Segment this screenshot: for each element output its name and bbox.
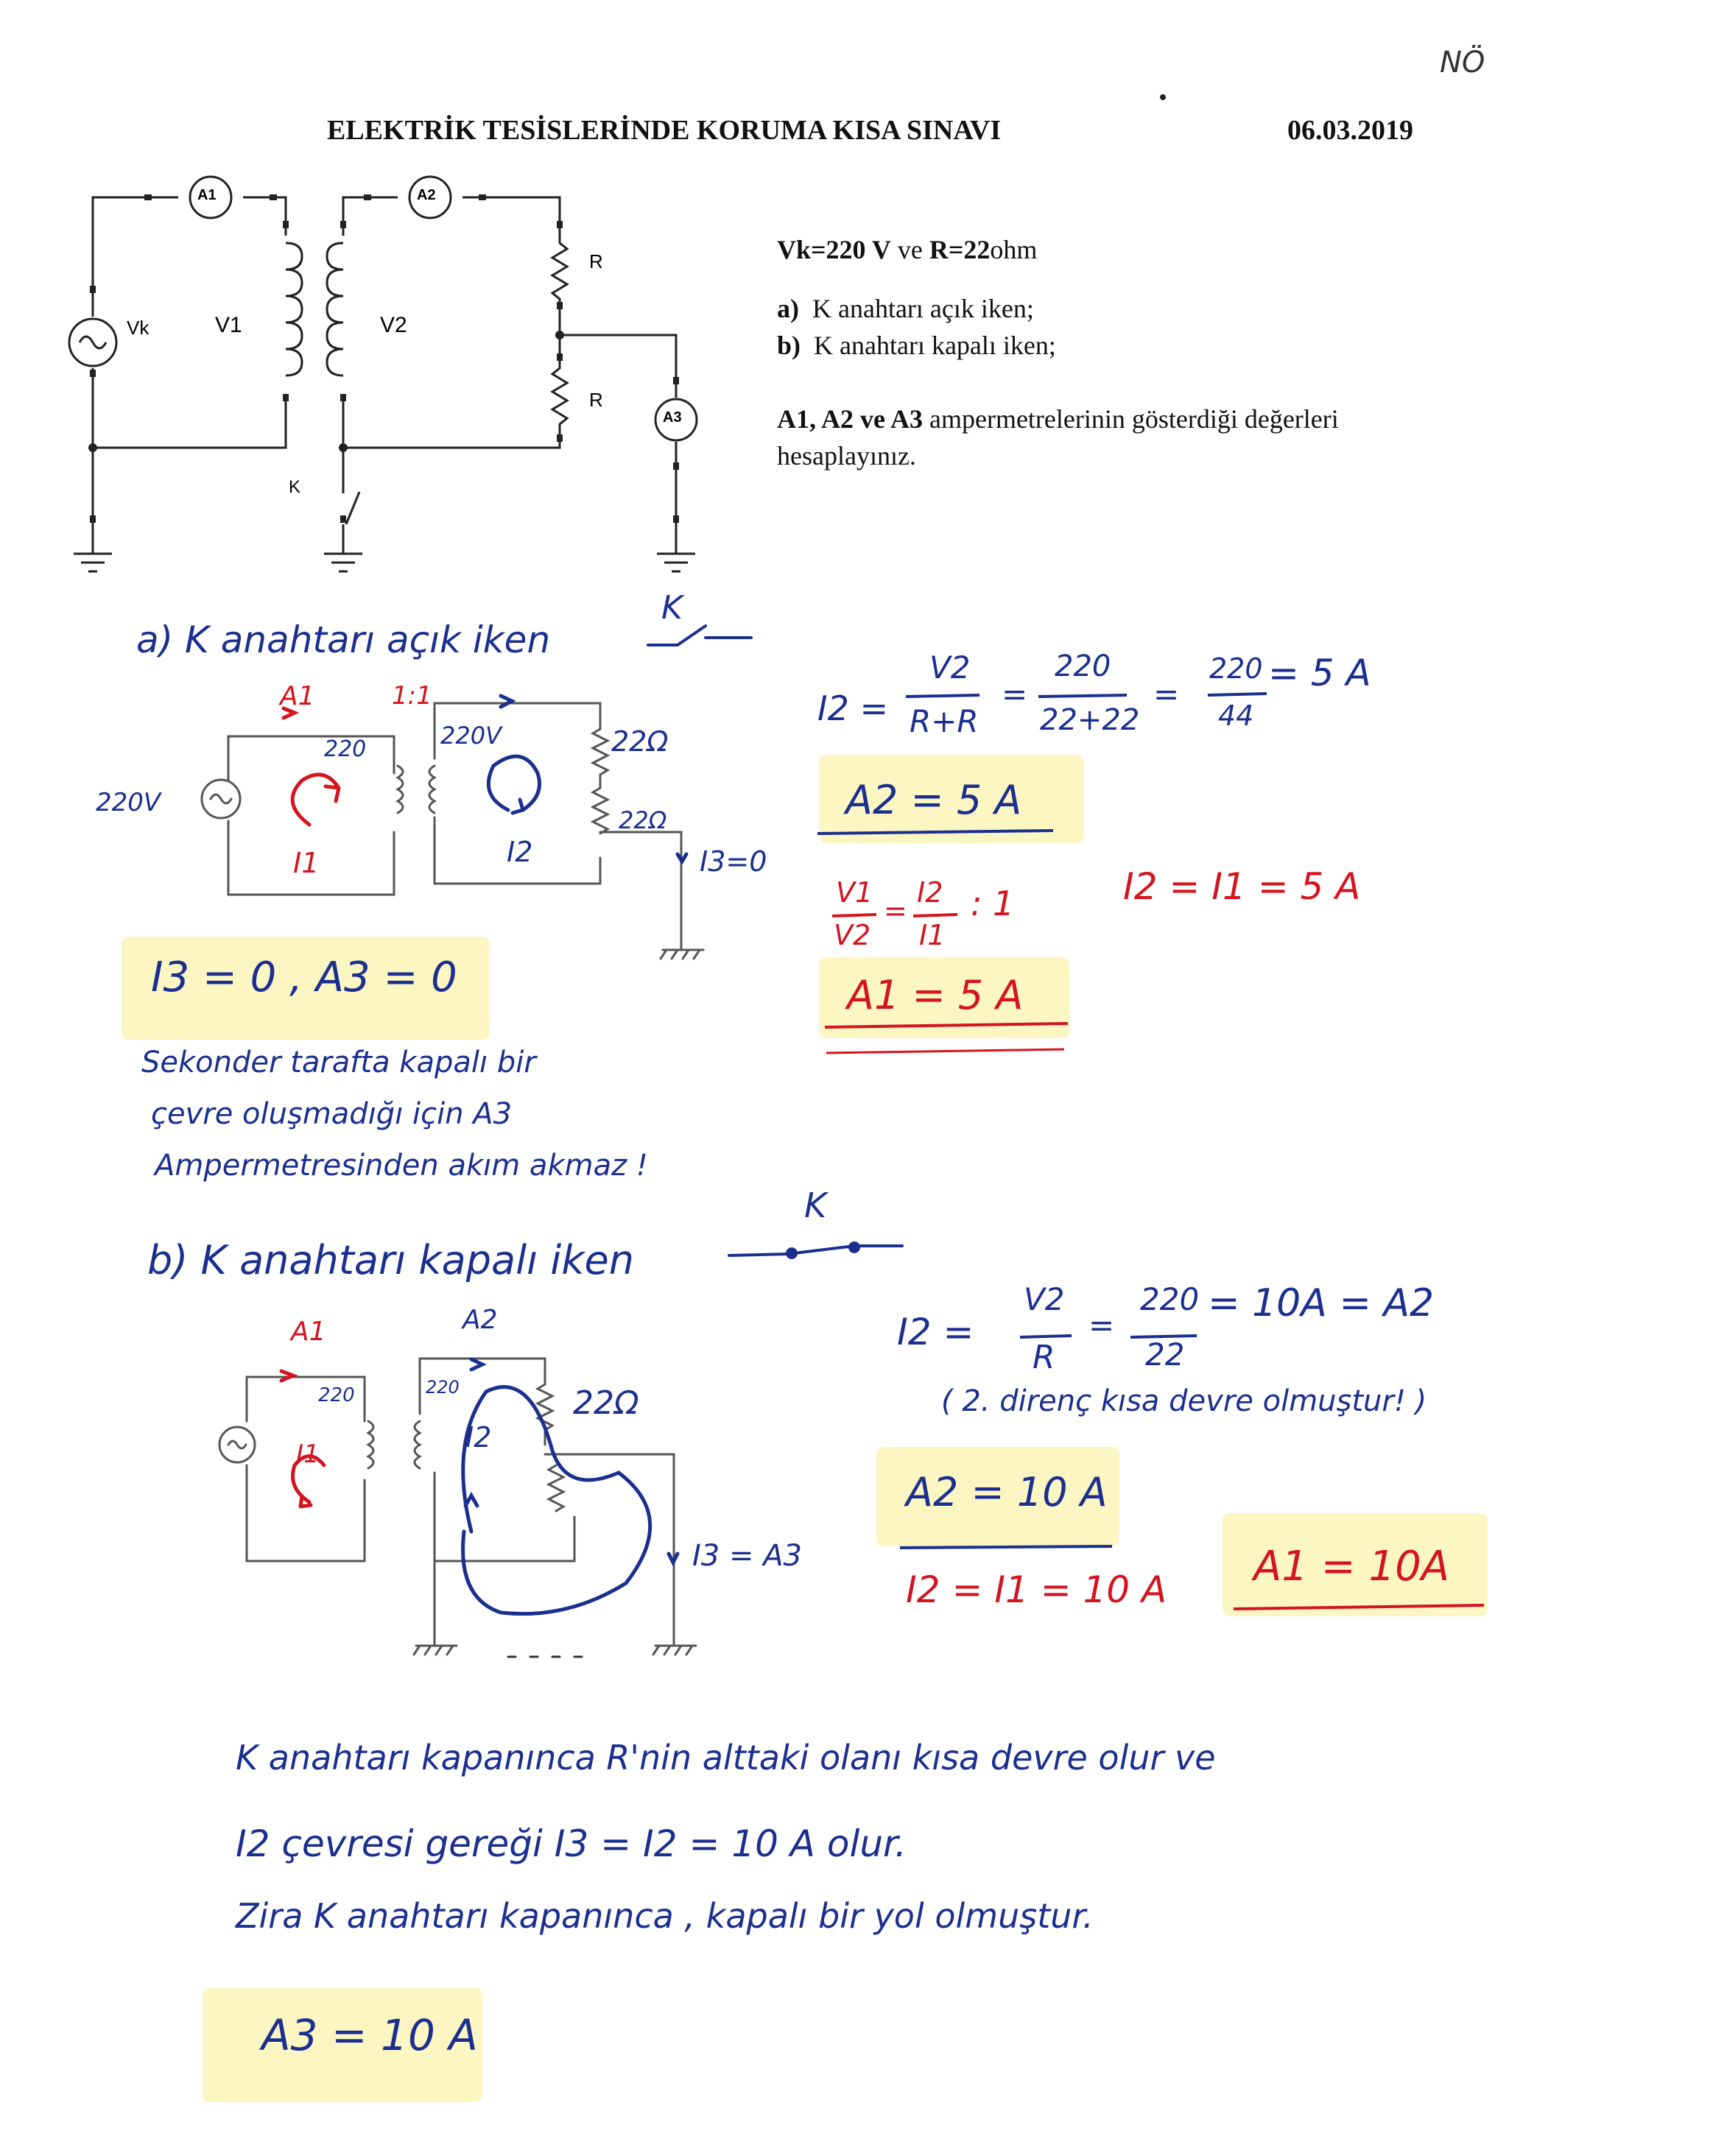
part-a-ratio-i2: I2 [917, 876, 943, 909]
part-a-note-1: Sekonder tarafta kapalı bir [141, 1046, 536, 1079]
part-b-r-top: 22Ω [573, 1384, 639, 1422]
part-b-eq-lhs: I2 = [897, 1311, 974, 1353]
part-a-a1: A1 [280, 681, 315, 711]
exam-date: 06.03.2019 [1287, 115, 1413, 146]
part-b-i3: I3 = A3 [692, 1539, 803, 1573]
part-b-i-equal: I2 = I1 = 10 A [906, 1568, 1167, 1611]
part-a-eq-eq1: = [1002, 676, 1028, 712]
part-b-eq-num2: 220 [1140, 1281, 1200, 1317]
part-b-short-circuit-note: ( 2. direnç kısa devre olmuştur! ) [941, 1384, 1427, 1418]
page-title: ELEKTRİK TESİSLERİNDE KORUMA KISA SINAVI [327, 115, 1002, 146]
part-b-explanation-1: K anahtarı kapanınca R'nin alttaki olanı kısa devre olur ve [236, 1738, 1216, 1778]
part-a-i-equal: I2 = I1 = 5 A [1123, 865, 1361, 908]
switch-label: K [289, 477, 301, 497]
part-a-eq-num1: V2 [929, 649, 971, 686]
part-b-heading: b) K anahtarı kapalı iken [147, 1237, 634, 1283]
part-a-i2: I2 [507, 836, 533, 868]
part-a-eq-num3: 220 [1209, 652, 1263, 685]
part-b-answer-a3: A3 = 10 A [261, 2010, 478, 2060]
corner-mark: NÖ [1440, 46, 1485, 80]
part-b-eq-result: = 10A = A2 [1208, 1281, 1435, 1325]
part-a-eq-lhs: I2 = [817, 688, 888, 728]
question-a: a) K anahtarı açık iken; [777, 294, 1034, 323]
ammeter-a1-label: A1 [197, 187, 217, 203]
question-b: b) K anahtarı kapalı iken; [777, 331, 1056, 360]
part-a-eq-num2: 220 [1055, 649, 1111, 683]
resistor-bottom-label: R [589, 389, 603, 411]
part-a-answer-a1: A1 = 5 A [847, 972, 1024, 1018]
source-label: Vk [127, 317, 150, 339]
part-a-v2: 220V [440, 722, 502, 750]
part-a-eq-den2: 22+22 [1040, 703, 1140, 737]
part-a-eq-den1: R+R [910, 703, 979, 739]
given-values: Vk=220 V ve R=22ohm [777, 235, 1038, 264]
part-b-a2: A2 [462, 1305, 498, 1335]
primary-label: V1 [215, 313, 242, 337]
part-b-eq-den2: 22 [1145, 1336, 1185, 1373]
part-a-eq-eq2: = [1153, 676, 1180, 712]
part-a-r-top: 22Ω [611, 725, 669, 758]
part-b-eq-eq: = [1088, 1307, 1115, 1343]
part-a-source-v: 220V [96, 788, 161, 817]
part-a-i3: I3=0 [700, 845, 767, 878]
part-a-eq-result: = 5 A [1268, 652, 1371, 694]
part-a-switch-label: K [661, 589, 683, 627]
part-b-explanation-3: Zira K anahtarı kapanınca , kapalı bir yol olmuştur. [236, 1896, 1094, 1936]
part-b-eq-num1: V2 [1024, 1281, 1065, 1317]
question-ask: A1, A2 ve A3 ampermetrelerinin gösterdiği değerleri [777, 404, 1339, 434]
part-a-eq-den3: 44 [1218, 700, 1254, 732]
part-a-ratio: 1:1 [392, 681, 432, 711]
part-b-a1: A1 [291, 1317, 326, 1347]
part-b-i1: I1 [296, 1440, 320, 1469]
part-b-v2: 220 [426, 1377, 460, 1398]
part-b-eq-den1: R [1033, 1339, 1055, 1376]
part-b-answer-a1: A1 = 10A [1253, 1543, 1450, 1590]
part-b-answer-a2: A2 = 10 A [906, 1469, 1108, 1515]
part-a-i1: I1 [293, 847, 320, 879]
part-a-r-bot: 22Ω [619, 806, 667, 834]
part-a-answer-a3: I3 = 0 , A3 = 0 [151, 954, 457, 1001]
part-a-ratio-v2: V2 [834, 919, 871, 951]
part-a-note-2: çevre oluşmadığı için A3 [151, 1097, 513, 1131]
part-b-explanation-2: I2 çevresi gereği I3 = I2 = 10 A olur. [236, 1822, 907, 1865]
part-a-ratio-tail: : 1 [971, 884, 1015, 923]
part-b-i2: I2 [465, 1421, 492, 1454]
resistor-top-label: R [589, 250, 603, 272]
part-a-ratio-eq: = [884, 895, 907, 927]
question-ask-2: hesaplayınız. [777, 441, 916, 471]
part-a-v1: 220 [324, 736, 367, 762]
part-b-v1: 220 [318, 1384, 355, 1406]
part-b-switch-label: K [804, 1186, 827, 1225]
part-a-answer-a2: A2 = 5 A [845, 777, 1022, 823]
part-a-ratio-i1: I1 [919, 919, 946, 951]
part-a-ratio-v1: V1 [836, 876, 873, 909]
ammeter-a2-label: A2 [417, 187, 436, 203]
part-a-note-3: Ampermetresinden akım akmaz ! [155, 1149, 648, 1183]
ammeter-a3-label: A3 [663, 409, 682, 426]
secondary-label: V2 [380, 313, 407, 337]
part-a-heading: a) K anahtarı açık iken [136, 619, 551, 661]
